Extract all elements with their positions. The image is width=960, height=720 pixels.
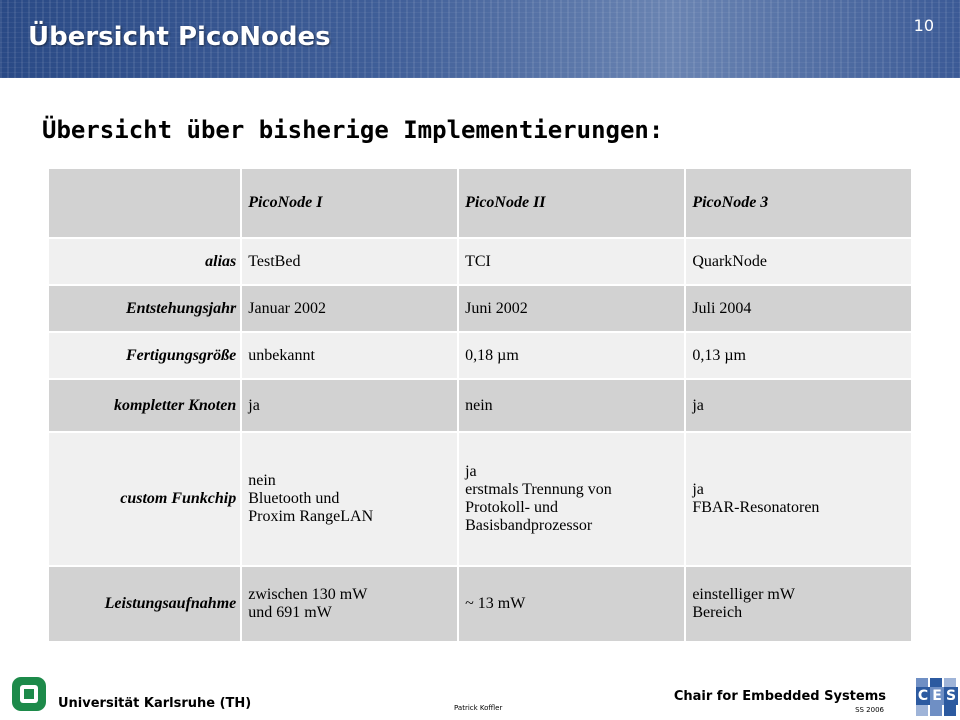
ces-logo-icon (916, 678, 958, 718)
cell-line: und 691 mW (248, 604, 332, 621)
column-header: PicoNode 3 (686, 169, 911, 237)
table-cell (459, 433, 684, 565)
table-cell (242, 567, 457, 641)
row-label: alias (49, 239, 240, 284)
author-name: Patrick Koffler (454, 704, 503, 712)
cell-line: ja (692, 481, 704, 498)
row-label: Fertigungsgröße (49, 333, 240, 378)
chair-name: Chair for Embedded Systems (673, 689, 886, 704)
row-label: Entstehungsjahr (49, 286, 240, 331)
logo-letter: S (945, 688, 957, 704)
table-cell (459, 567, 684, 641)
corner-cell (49, 169, 240, 237)
table-cell (686, 433, 911, 565)
slide-title: Übersicht PicoNodes (28, 22, 331, 52)
table-cell: TCI (459, 239, 684, 284)
table-cell: QuarkNode (686, 239, 911, 284)
logo-letter: C (917, 688, 929, 704)
table-cell: Januar 2002 (242, 286, 457, 331)
table-cell: 0,13 µm (686, 333, 911, 378)
column-header: PicoNode II (459, 169, 684, 237)
cell-line: nein (248, 472, 276, 489)
table-row (49, 380, 911, 431)
cell-line: ~ 13 mW (465, 595, 526, 612)
logo-letter: E (930, 687, 944, 705)
row-label: kompletter Knoten (49, 380, 240, 431)
logo-square (916, 704, 928, 716)
table-cell: Juni 2002 (459, 286, 684, 331)
table-cell: Juli 2004 (686, 286, 911, 331)
section-heading: Übersicht über bisherige Implementierungen: (42, 116, 664, 144)
semester-label: SS 2006 (855, 706, 884, 714)
table-header-row (49, 169, 911, 237)
table-row (49, 433, 911, 565)
cell-line: Bluetooth und (248, 490, 340, 507)
table-cell: ja (242, 380, 457, 431)
cell-line: FBAR-Resonatoren (692, 499, 820, 516)
cell-line: ja (465, 463, 477, 480)
logo-square (944, 704, 956, 716)
cell-line: Bereich (692, 604, 743, 621)
title-banner (0, 0, 960, 78)
row-label: custom Funkchip (49, 433, 240, 565)
cell-line: erstmals Trennung von (465, 481, 612, 498)
piconode-table (47, 167, 913, 643)
row-label: Leistungsaufnahme (49, 567, 240, 641)
page-number: 10 (913, 16, 934, 35)
university-name: Universität Karlsruhe (TH) (58, 696, 252, 711)
table-row (49, 286, 911, 331)
footer (0, 660, 960, 720)
cell-line: zwischen 130 mW (248, 586, 368, 603)
table-cell (242, 433, 457, 565)
cell-line: Basisbandprozessor (465, 517, 593, 534)
logo-square (930, 704, 942, 716)
table-cell: nein (459, 380, 684, 431)
table-row (49, 567, 911, 641)
cell-line: Protokoll- und (465, 499, 558, 516)
table-cell (686, 567, 911, 641)
table-cell: TestBed (242, 239, 457, 284)
cell-line: Proxim RangeLAN (248, 508, 374, 525)
table-cell: 0,18 µm (459, 333, 684, 378)
table-row (49, 333, 911, 378)
table-cell: unbekannt (242, 333, 457, 378)
university-logo-icon (12, 677, 46, 711)
column-header: PicoNode I (242, 169, 457, 237)
table-row (49, 239, 911, 284)
cell-line: einstelliger mW (692, 586, 795, 603)
table-cell: ja (686, 380, 911, 431)
